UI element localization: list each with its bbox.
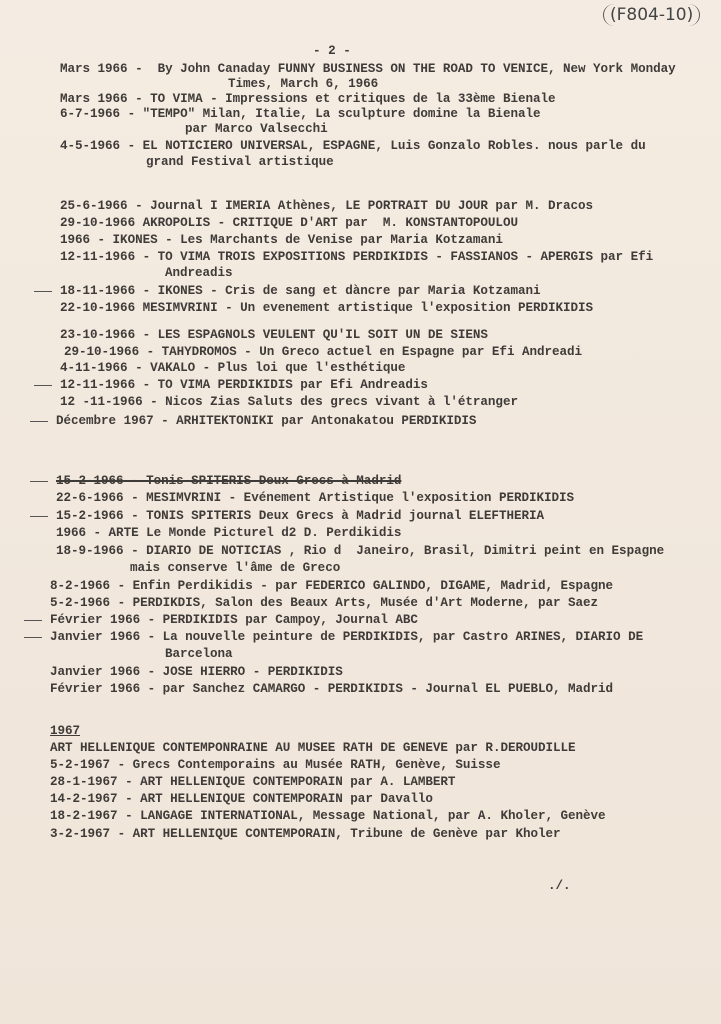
bibliography-entry: Décembre 1967 - ARHITEKTONIKI par Antonakatou PERDIKIDIS: [56, 414, 477, 428]
handwritten-dash-mark: [30, 421, 48, 422]
bibliography-entry: 22-10-1966 MESIMVRINI - Un evenement artistique l'exposition PERDIKIDIS: [60, 301, 594, 315]
bibliography-entry: 15-2-1966 - Tonis SPITERIS Deux Grecs à Madrid: [56, 474, 402, 488]
handwritten-dash-mark: [34, 385, 52, 386]
handwritten-dash-mark: [30, 481, 48, 482]
bibliography-entry: 22-6-1966 - MESIMVRINI - Evénement Artistique l'exposition PERDIKIDIS: [56, 491, 575, 505]
archive-reference: (F804-10): [603, 4, 700, 26]
handwritten-dash-mark: [24, 637, 42, 638]
bibliography-entry: 5-2-1967 - Grecs Contemporains au Musée RATH, Genève, Suisse: [50, 758, 501, 772]
bibliography-entry: 4-11-1966 - VAKALO - Plus loi que l'esthétique: [60, 361, 406, 375]
bibliography-entry: 25-6-1966 - Journal I IMERIA Athènes, LE PORTRAIT DU JOUR par M. Dracos: [60, 199, 594, 213]
bibliography-entry: 8-2-1966 - Enfin Perdikidis - par FEDERICO GALINDO, DIGAME, Madrid, Espagne: [50, 579, 614, 593]
bibliography-entry: 18-9-1966 - DIARIO DE NOTICIAS , Rio d Janeiro, Brasil, Dimitri peint en Espagne: [56, 544, 665, 558]
bibliography-entry: 12 -11-1966 - Nicos Zias Saluts des grecs vivant à l'étranger: [60, 395, 518, 409]
bibliography-entry: Barcelona: [165, 647, 233, 661]
bibliography-entry: 18-2-1967 - LANGAGE INTERNATIONAL, Message National, par A. Kholer, Genève: [50, 809, 606, 823]
continuation-mark: ./.: [548, 879, 571, 893]
page-number: - 2 -: [313, 44, 351, 58]
bibliography-entry: 6-7-1966 - "TEMPO" Milan, Italie, La sculpture domine la Bienale: [60, 107, 541, 121]
bibliography-entry: Mars 1966 - By John Canaday FUNNY BUSINESS ON THE ROAD TO VENICE, New York Monday: [60, 62, 676, 76]
handwritten-dash-mark: [30, 516, 48, 517]
bibliography-entry: ART HELLENIQUE CONTEMPONRAINE AU MUSEE RATH DE GENEVE par R.DEROUDILLE: [50, 741, 576, 755]
bibliography-entry: 14-2-1967 - ART HELLENIQUE CONTEMPORAIN par Davallo: [50, 792, 433, 806]
bibliography-entry: 12-11-1966 - TO VIMA PERDIKIDIS par Efi Andreadis: [60, 378, 428, 392]
bibliography-entry: Février 1966 - par Sanchez CAMARGO - PERDIKIDIS - Journal EL PUEBLO, Madrid: [50, 682, 614, 696]
bibliography-entry: 29-10-1966 - TAHYDROMOS - Un Greco actuel en Espagne par Efi Andreadi: [64, 345, 583, 359]
bibliography-entry: 5-2-1966 - PERDIKDIS, Salon des Beaux Arts, Musée d'Art Moderne, par Saez: [50, 596, 599, 610]
bibliography-entry: Andreadis: [165, 266, 233, 280]
bibliography-entry: Mars 1966 - TO VIMA - Impressions et critiques de la 33ème Bienale: [60, 92, 556, 106]
bibliography-entry: mais conserve l'âme de Greco: [130, 561, 341, 575]
section-heading-1967: 1967: [50, 724, 81, 738]
bibliography-entry: Times, March 6, 1966: [228, 77, 379, 91]
bibliography-entry: 23-10-1966 - LES ESPAGNOLS VEULENT QU'IL SOIT UN DE SIENS: [60, 328, 488, 342]
handwritten-dash-mark: [34, 291, 52, 292]
bibliography-entry: grand Festival artistique: [146, 155, 334, 169]
bibliography-entry: 1966 - ARTE Le Monde Picturel d2 D. Perdikidis: [56, 526, 402, 540]
bibliography-entry: 28-1-1967 - ART HELLENIQUE CONTEMPORAIN par A. LAMBERT: [50, 775, 456, 789]
bibliography-entry: 4-5-1966 - EL NOTICIERO UNIVERSAL, ESPAGNE, Luis Gonzalo Robles. nous parle du: [60, 139, 646, 153]
bibliography-entry: 29-10-1966 AKROPOLIS - CRITIQUE D'ART par M. KONSTANTOPOULOU: [60, 216, 518, 230]
bibliography-entry: 1966 - IKONES - Les Marchants de Venise par Maria Kotzamani: [60, 233, 503, 247]
bibliography-entry: Janvier 1966 - JOSE HIERRO - PERDIKIDIS: [50, 665, 343, 679]
bibliography-entry: Février 1966 - PERDIKIDIS par Campoy, Journal ABC: [50, 613, 418, 627]
bibliography-entry: 18-11-1966 - IKONES - Cris de sang et dàncre par Maria Kotzamani: [60, 284, 541, 298]
bibliography-entry: 15-2-1966 - TONIS SPITERIS Deux Grecs à Madrid journal ELEFTHERIA: [56, 509, 544, 523]
bibliography-entry: Janvier 1966 - La nouvelle peinture de PERDIKIDIS, par Castro ARINES, DIARIO DE: [50, 630, 644, 644]
bibliography-entry: 12-11-1966 - TO VIMA TROIS EXPOSITIONS PERDIKIDIS - FASSIANOS - APERGIS par Efi: [60, 250, 654, 264]
bibliography-entry: par Marco Valsecchi: [185, 122, 328, 136]
handwritten-dash-mark: [24, 620, 42, 621]
bibliography-entry: 3-2-1967 - ART HELLENIQUE CONTEMPORAIN, Tribune de Genève par Kholer: [50, 827, 561, 841]
